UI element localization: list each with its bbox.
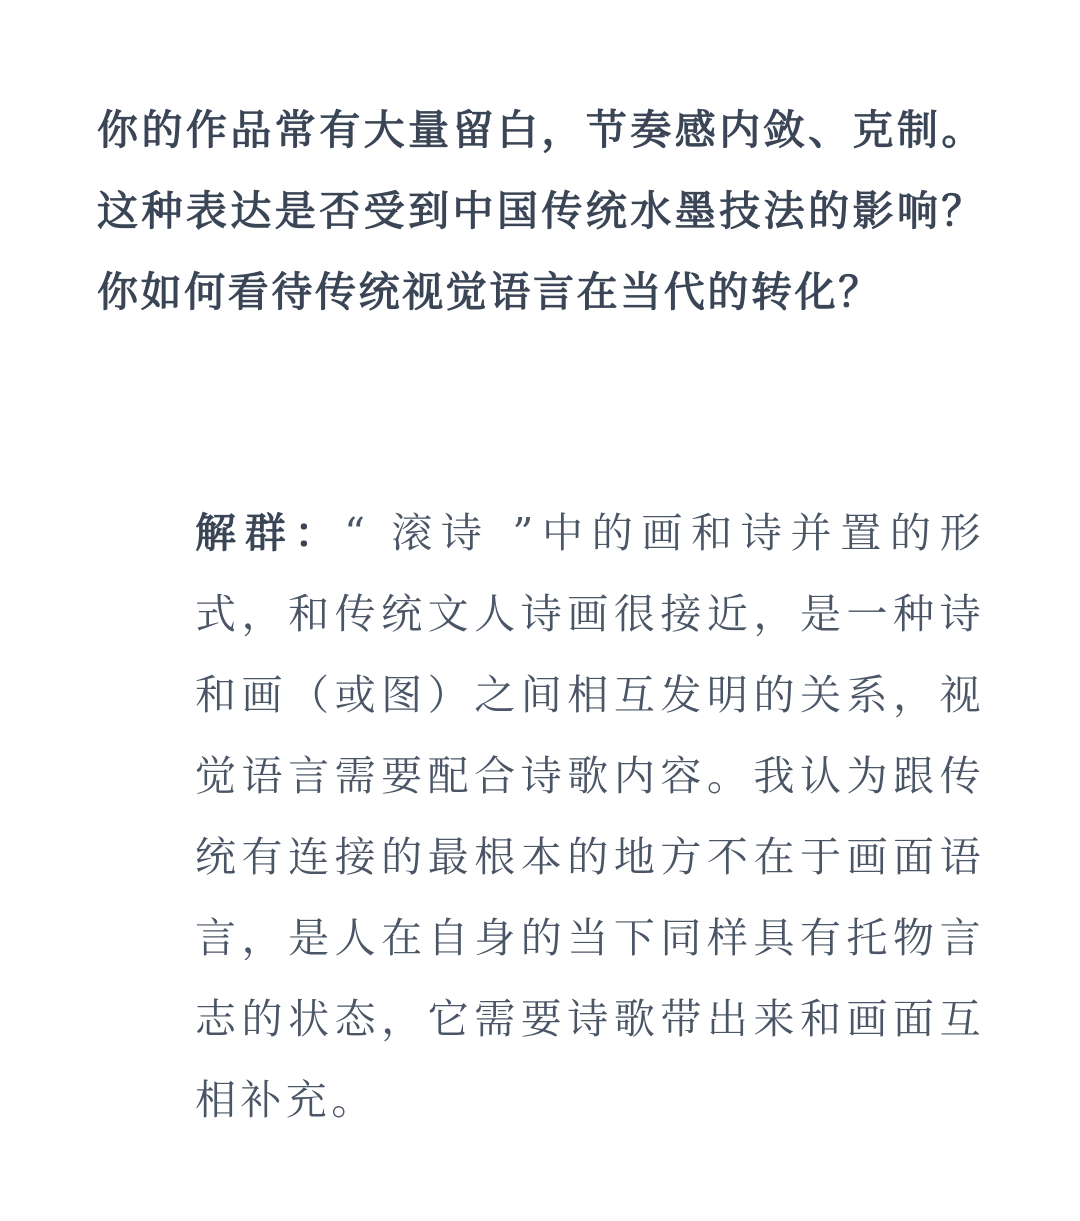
answer-text: “ 滚诗 ”中的画和诗并置的形式，和传统文人诗画很接近，是一种诗和画（或图）之间相互发明的关系，视觉语言需要配合诗歌内容。我认为跟传统有连接的最根本的地方不在于画面语言，是人在自身的当下同样具有托物言志的状态，它需要诗歌带出来和画面互相补充。 (195, 509, 985, 1124)
interview-question: 你的作品常有大量留白，节奏感内敛、克制。这种表达是否受到中国传统水墨技法的影响？你如何看待传统视觉语言在当代的转化？ (97, 106, 985, 316)
answer-speaker-label: 解群： (195, 509, 345, 557)
interview-answer (195, 493, 985, 1141)
